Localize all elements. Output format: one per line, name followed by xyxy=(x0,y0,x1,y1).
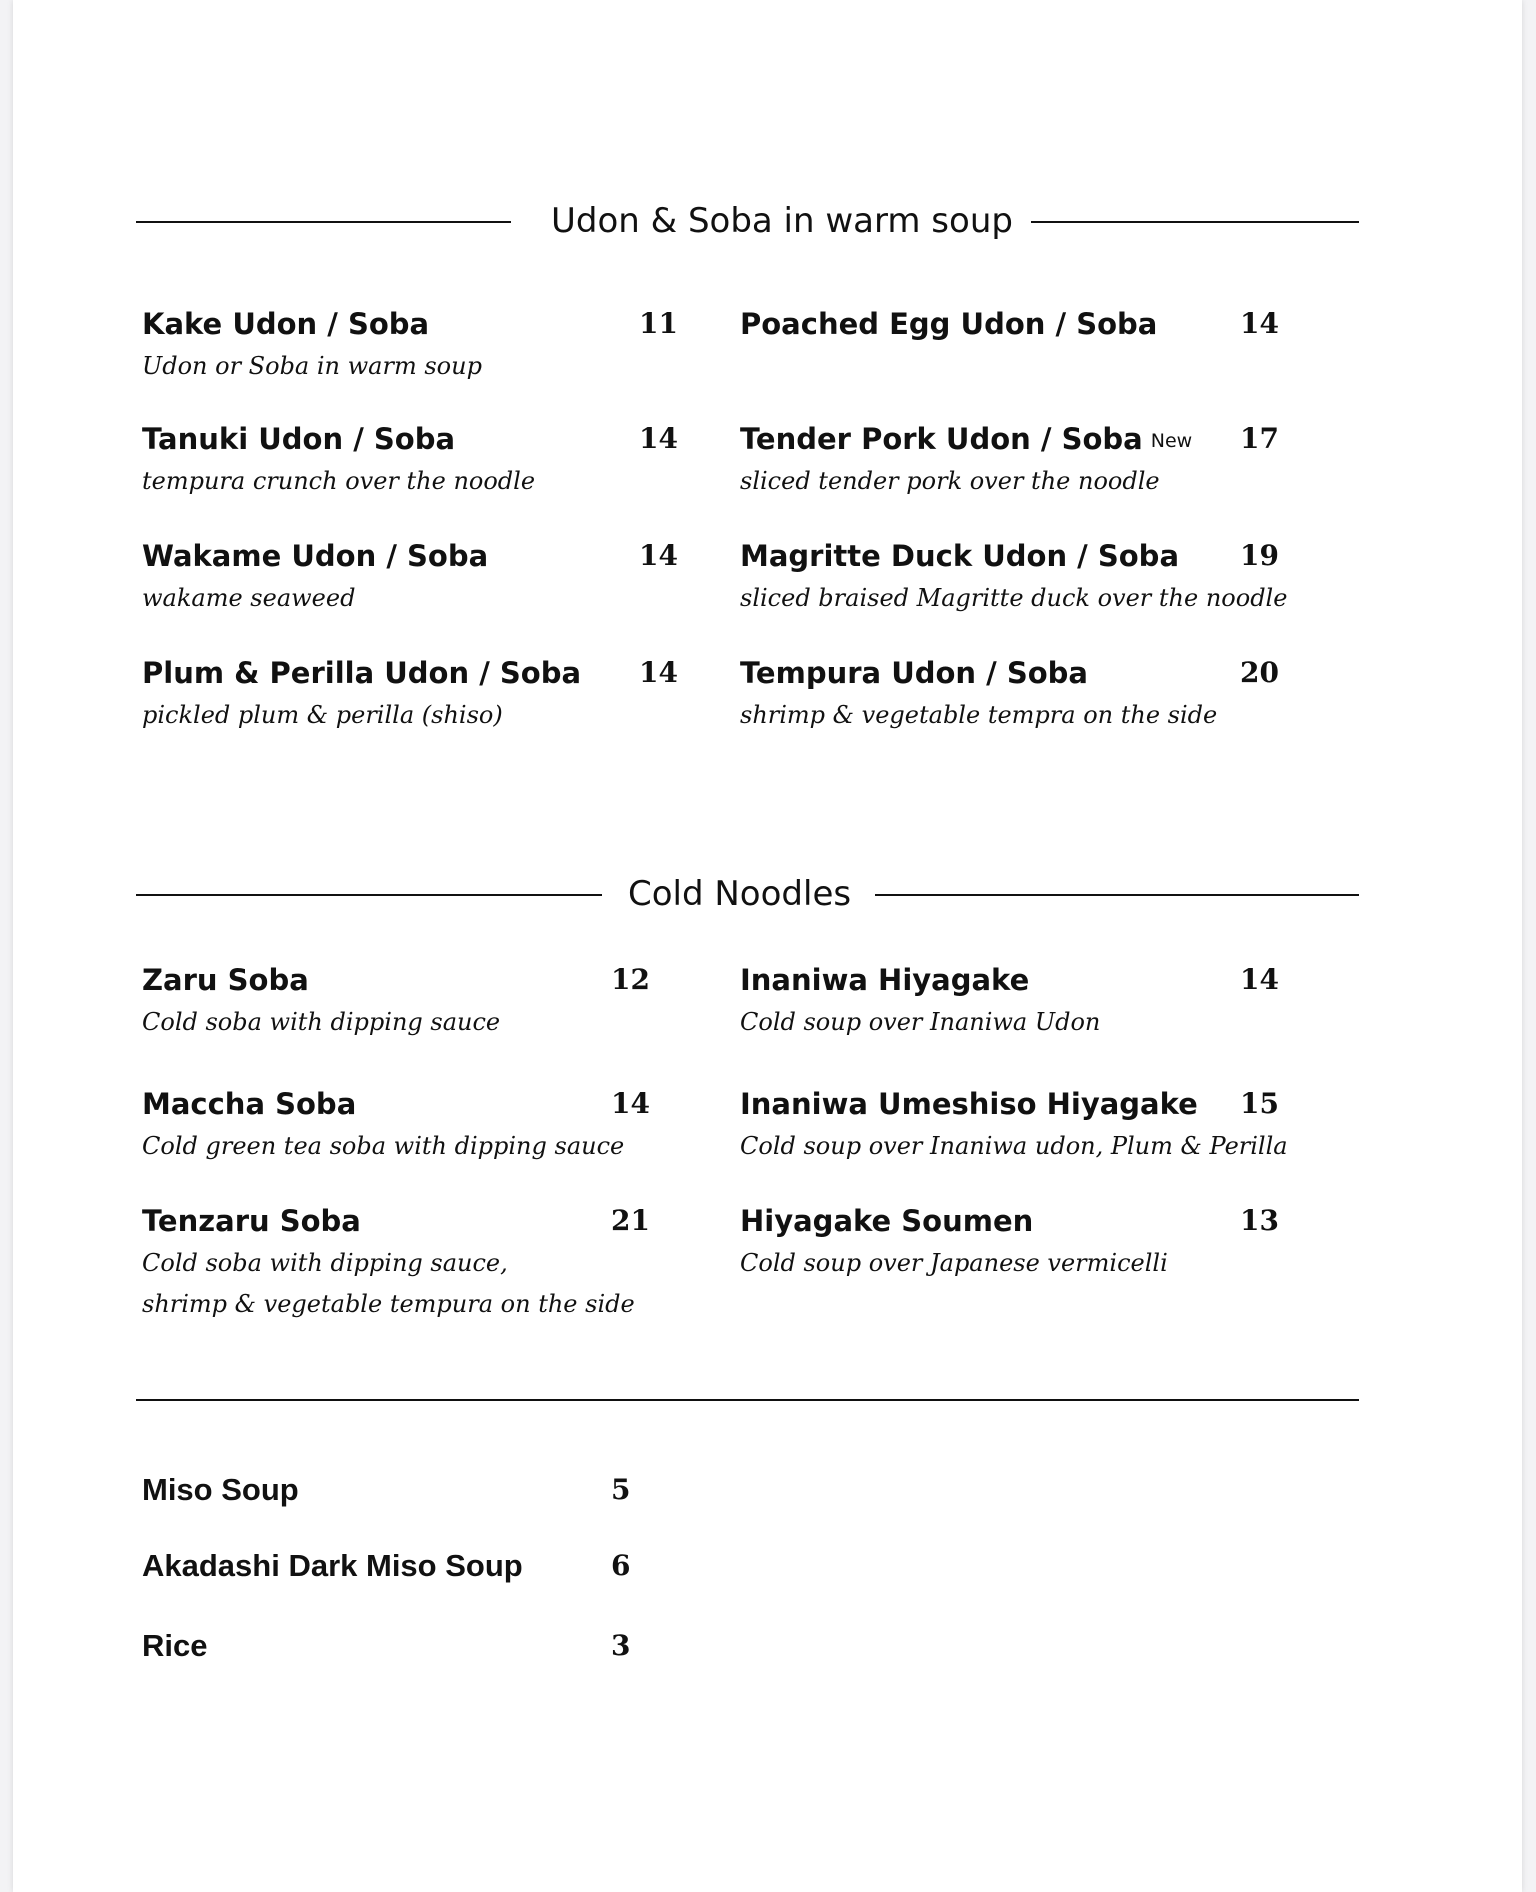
item-description: wakame seaweed xyxy=(142,584,356,612)
item-description: sliced tender pork over the noodle xyxy=(740,467,1160,495)
item-description: Cold soup over Inaniwa Udon xyxy=(740,1008,1101,1036)
item-price: 13 xyxy=(1240,1204,1279,1237)
item-description: Cold soup over Japanese vermicelli xyxy=(740,1249,1168,1277)
item-name: Maccha Soba xyxy=(142,1087,357,1121)
item-price: 17 xyxy=(1240,422,1279,455)
item-name: Rice xyxy=(142,1628,208,1663)
item-price: 20 xyxy=(1240,656,1279,689)
item-name-text: Tender Pork Udon / Soba xyxy=(740,422,1143,456)
item-description: Cold soba with dipping sauce xyxy=(142,1008,501,1036)
section-title: Cold Noodles xyxy=(628,874,852,914)
item-price: 15 xyxy=(1240,1087,1279,1120)
item-price: 12 xyxy=(611,963,650,996)
header-rule-left xyxy=(136,221,511,223)
item-description: Cold soba with dipping sauce, xyxy=(142,1249,508,1277)
item-price: 14 xyxy=(639,422,678,455)
header-rule-right xyxy=(875,894,1359,896)
item-name: Wakame Udon / Soba xyxy=(142,539,489,573)
item-price: 14 xyxy=(1240,307,1279,340)
item-name: Zaru Soba xyxy=(142,963,309,997)
item-price: 14 xyxy=(639,656,678,689)
item-name: Hiyagake Soumen xyxy=(740,1204,1034,1238)
header-rule-right xyxy=(1031,221,1359,223)
item-name: Kake Udon / Soba xyxy=(142,307,430,341)
item-name: Tempura Udon / Soba xyxy=(740,656,1088,690)
item-name: Tanuki Udon / Soba xyxy=(142,422,456,456)
item-description: Cold soup over Inaniwa udon, Plum & Perilla xyxy=(740,1132,1288,1160)
new-badge: New xyxy=(1150,430,1193,452)
item-description-line-2: shrimp & vegetable tempura on the side xyxy=(142,1290,635,1318)
item-price: 14 xyxy=(1240,963,1279,996)
item-name: Akadashi Dark Miso Soup xyxy=(142,1548,523,1583)
item-price: 11 xyxy=(639,307,678,340)
item-name: Inaniwa Umeshiso Hiyagake xyxy=(740,1087,1198,1121)
item-description: Cold green tea soba with dipping sauce xyxy=(142,1132,625,1160)
item-description: shrimp & vegetable tempra on the side xyxy=(740,701,1218,729)
item-name: Tenzaru Soba xyxy=(142,1204,361,1238)
item-price: 19 xyxy=(1240,539,1279,572)
item-description: pickled plum & perilla (shiso) xyxy=(142,701,503,729)
item-price: 21 xyxy=(611,1204,650,1237)
item-price: 3 xyxy=(611,1629,631,1662)
header-rule-left xyxy=(136,894,602,896)
item-name: Plum & Perilla Udon / Soba xyxy=(142,656,582,690)
item-name: Miso Soup xyxy=(142,1472,299,1507)
item-description: Udon or Soba in warm soup xyxy=(142,352,482,380)
item-name xyxy=(740,421,1192,459)
item-price: 5 xyxy=(611,1473,631,1506)
warm-section-header xyxy=(136,201,1359,241)
section-divider xyxy=(136,1399,1359,1401)
item-description: tempura crunch over the noodle xyxy=(142,467,536,495)
menu-page xyxy=(13,0,1522,1892)
item-price: 14 xyxy=(639,539,678,572)
item-name: Inaniwa Hiyagake xyxy=(740,963,1030,997)
item-name: Poached Egg Udon / Soba xyxy=(740,307,1158,341)
section-title: Udon & Soba in warm soup xyxy=(551,201,1013,241)
cold-section-header xyxy=(136,874,1359,914)
item-price: 6 xyxy=(611,1549,631,1582)
item-name: Magritte Duck Udon / Soba xyxy=(740,539,1180,573)
item-description: sliced braised Magritte duck over the noodle xyxy=(740,584,1288,612)
item-price: 14 xyxy=(611,1087,650,1120)
